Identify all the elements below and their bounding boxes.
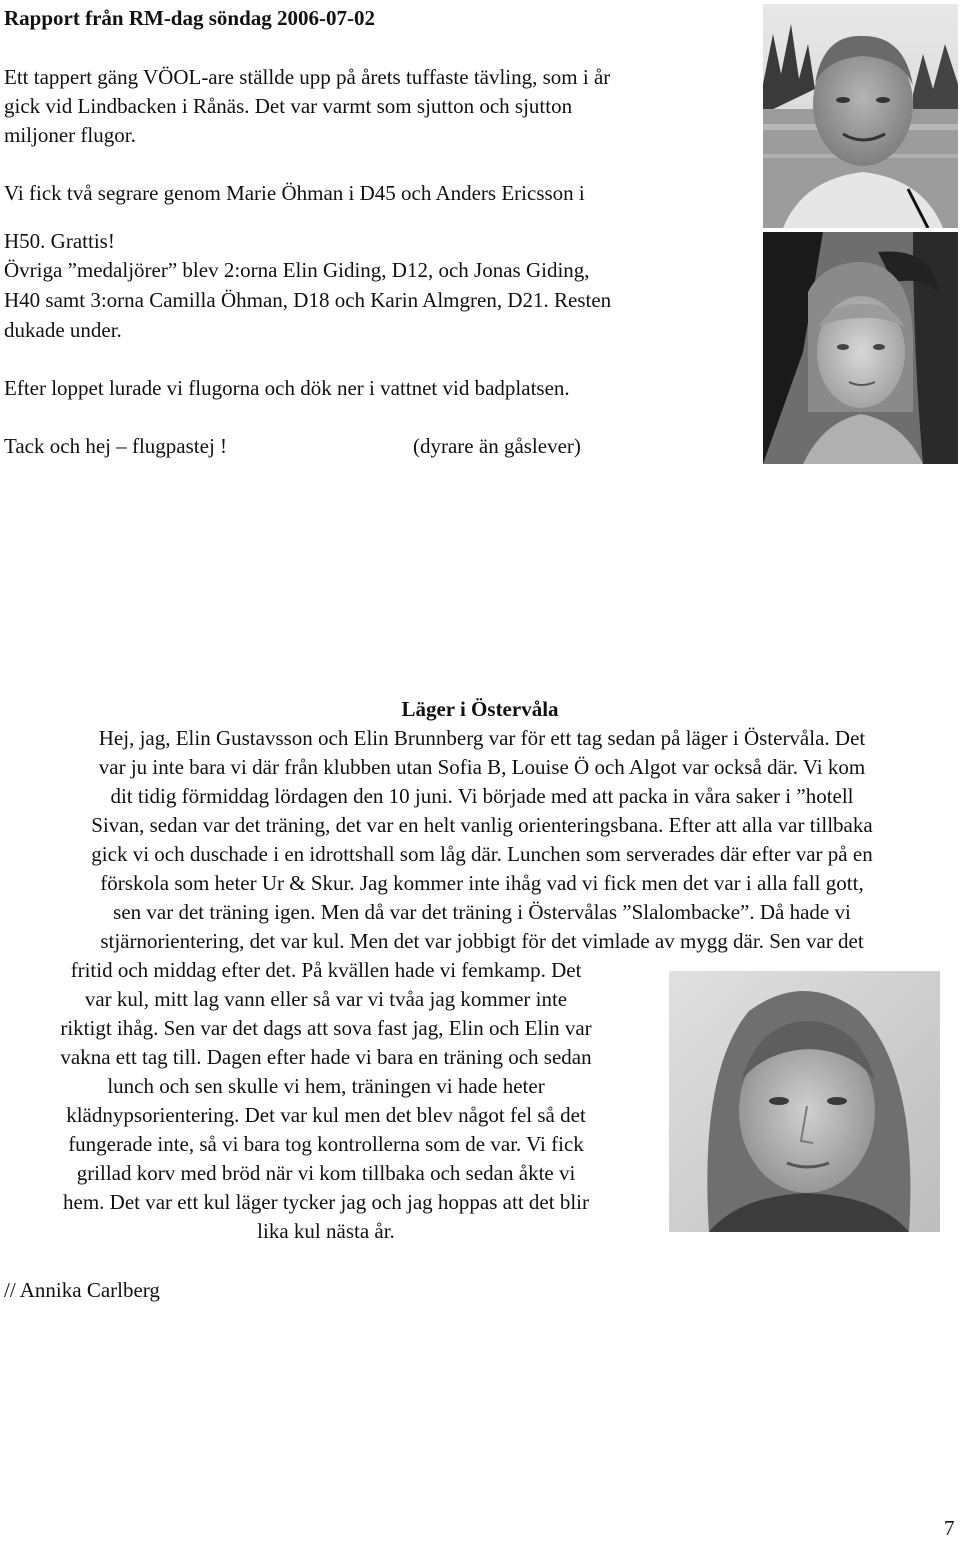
report-line: H50. Grattis! [4, 229, 115, 253]
report-line: H40 samt 3:orna Camilla Öhman, D18 och Karin Almgren, D21. Resten [4, 288, 612, 312]
report-line: Ett tappert gäng VÖOL-are ställde upp på årets tuffaste tävling, som i år [4, 65, 611, 89]
report-line: gick vid Lindbacken i Rånäs. Det var varmt som sjutton och sjutton [4, 94, 573, 118]
camp-title: Läger i Östervåla [401, 697, 559, 721]
camp-line: dit tidig förmiddag lördagen den 10 juni. Vi började med att packa in våra saker i ”hotell [110, 784, 854, 808]
camp-line: var ju inte bara vi där från klubben utan Sofia B, Louise Ö och Algot var också där. Vi kom [98, 755, 866, 779]
report-closing: Tack och hej – flugpastej ! [4, 434, 228, 458]
page-number: 7 [944, 1516, 955, 1540]
camp-line: vakna ett tag till. Dagen efter hade vi bara en träning och sedan [60, 1045, 592, 1069]
camp-line: grillad korv med bröd när vi kom tillbaka och sedan åkte vi [76, 1161, 576, 1185]
report-title: Rapport från RM-dag söndag 2006-07-02 [4, 6, 376, 30]
photo-girl-portrait [669, 971, 940, 1232]
camp-line: sen var det träning igen. Men då var det träning i Östervålas ”Slalombacke”. Då hade vi [113, 900, 851, 924]
photo-man-by-lake [763, 4, 958, 228]
camp-line: hem. Det var ett kul läger tycker jag och jag hoppas att det blir [63, 1190, 589, 1214]
camp-signature: // Annika Carlberg [4, 1278, 160, 1302]
camp-line: fritid och middag efter det. På kvällen hade vi femkamp. Det [70, 958, 582, 982]
camp-line: Hej, jag, Elin Gustavsson och Elin Brunnberg var för ett tag sedan på läger i Östervåla. Det [98, 726, 866, 750]
camp-line: gick vi och duschade i en idrottshall som låg där. Lunchen som serverades där efter var på en [91, 842, 873, 866]
report-closing-note: (dyrare än gåslever) [413, 434, 581, 458]
camp-line: var kul, mitt lag vann eller så var vi tvåa jag kommer inte [84, 987, 568, 1011]
report-line: Vi fick två segrare genom Marie Öhman i D45 och Anders Ericsson i [4, 181, 585, 205]
camp-line: förskola som heter Ur & Skur. Jag kommer inte ihåg vad vi fick men det var i alla fall gott, [100, 871, 864, 895]
camp-line: stjärnorientering, det var kul. Men det var jobbigt för det vimlade av mygg där. Sen var det [100, 929, 864, 953]
camp-line: riktigt ihåg. Sen var det dags att sova fast jag, Elin och Elin var [60, 1016, 592, 1040]
report-line: dukade under. [4, 318, 122, 342]
camp-line: Sivan, sedan var det träning, det var en helt vanlig orienteringsbana. Efter att alla var tillbaka [91, 813, 873, 837]
camp-line: klädnypsorientering. Det var kul men det blev något fel så det [66, 1103, 586, 1127]
camp-line: lika kul nästa år. [257, 1219, 395, 1243]
camp-line: fungerade inte, så vi bara tog kontrollerna som de var. Vi fick [68, 1132, 584, 1156]
report-line: Efter loppet lurade vi flugorna och dök ner i vattnet vid badplatsen. [4, 376, 570, 400]
report-line: miljoner flugor. [4, 123, 136, 147]
camp-line: lunch och sen skulle vi hem, träningen vi hade heter [107, 1074, 545, 1098]
report-line: Övriga ”medaljörer” blev 2:orna Elin Giding, D12, och Jonas Giding, [4, 258, 590, 282]
photo-girl-outdoors [763, 232, 958, 464]
